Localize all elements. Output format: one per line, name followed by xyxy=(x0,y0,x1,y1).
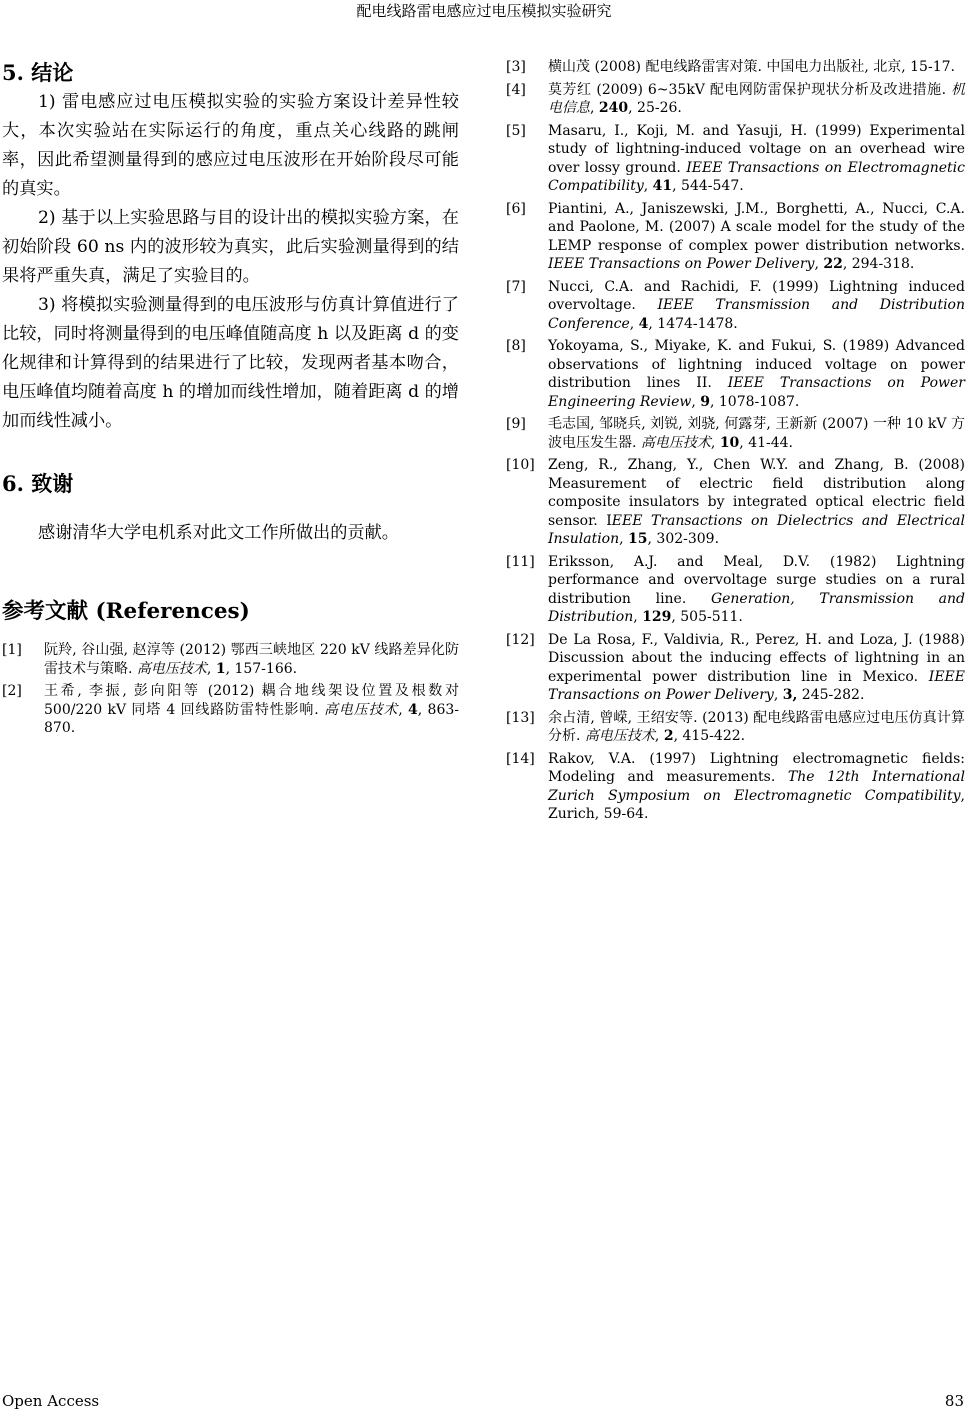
reference-item xyxy=(506,58,965,77)
reference-text xyxy=(548,81,965,118)
reference-separator: , xyxy=(691,393,701,410)
reference-authors-title: Piantini, A., Janiszewski, J.M., Borghetti, A., Nucci, C.A. and Paolone, M. (2007) A scale model for the study of the LEMP response of complex power distribution networks. xyxy=(548,200,965,254)
reference-text xyxy=(548,709,965,746)
conclusion-paragraph: 1) 雷电感应过电压模拟实验的实验方案设计差异性较大，本次实验站在实际运行的角度，重点关心线路的跳闸率，因此希望测量得到的感应过电压波形在开始阶段尽可能的真实。 xyxy=(2,92,459,199)
reference-authors-title: Yokoyama, S., Miyake, K. and Fukui, S. (1989) Advanced observations of lightning induced voltage on power distribution lines II. xyxy=(548,338,965,391)
reference-journal: EEE Transactions on Dielectrics and Electrical Insulation xyxy=(548,512,965,547)
reference-separator: , xyxy=(629,315,639,332)
reference-pages: , 41-44. xyxy=(739,434,794,451)
reference-authors-title: 余占清, 曾嵘, 王绍安等. (2013) 配电线路雷电感应过电压仿真计算分析. xyxy=(548,709,965,744)
footer-open-access: Open Access xyxy=(2,1392,100,1410)
reference-journal: IEEE Transactions on Power Delivery xyxy=(548,256,815,272)
reference-item xyxy=(2,682,459,738)
reference-text xyxy=(548,750,965,824)
reference-number: [11] xyxy=(506,553,535,570)
reference-item xyxy=(506,278,965,334)
reference-journal: 高电压技术 xyxy=(584,728,655,744)
reference-pages: , 505-511. xyxy=(671,609,743,625)
reference-volume: 15 xyxy=(628,531,648,547)
reference-text xyxy=(548,58,965,77)
reference-separator: , xyxy=(643,178,653,194)
reference-journal: IEEE Transactions on Power Delivery xyxy=(548,668,965,703)
reference-item xyxy=(2,641,459,678)
reference-journal: 高电压技术 xyxy=(136,660,207,677)
reference-authors-title: 莫芳红 (2009) 6~35kV 配电网防雷保护现状分析及改进措施. xyxy=(548,81,951,98)
reference-journal: 高电压技术 xyxy=(324,701,399,718)
reference-pages: , 294-318. xyxy=(842,256,915,272)
reference-journal: IEEE Transmission and Distribution Conference xyxy=(548,297,965,332)
reference-list-left xyxy=(2,641,459,738)
reference-pages: , 544-547. xyxy=(672,178,744,194)
reference-list-right xyxy=(506,58,965,828)
reference-text xyxy=(548,456,965,549)
reference-item xyxy=(506,337,965,411)
reference-volume: 129 xyxy=(642,609,672,625)
page-number: 83 xyxy=(944,1392,964,1410)
reference-item xyxy=(506,709,965,746)
reference-text xyxy=(548,278,965,334)
reference-separator: , xyxy=(619,531,629,547)
reference-volume: 240 xyxy=(598,100,629,116)
reference-number: [6] xyxy=(506,200,526,217)
reference-number: [12] xyxy=(506,631,535,648)
reference-separator: , xyxy=(710,434,720,451)
reference-item xyxy=(506,122,965,196)
reference-number: [1] xyxy=(2,642,22,658)
reference-separator: , xyxy=(960,787,965,804)
reference-number: [10] xyxy=(506,457,535,473)
reference-volume: 2 xyxy=(663,728,674,744)
reference-text xyxy=(548,337,965,411)
reference-number: [4] xyxy=(506,81,526,98)
reference-item xyxy=(506,415,965,452)
reference-text xyxy=(548,200,965,274)
reference-volume: 22 xyxy=(823,256,843,272)
reference-text xyxy=(548,631,965,705)
reference-authors-title: 横山茂 (2008) 配电线路雷害对策. 中国电力出版社, 北京, 15-17. xyxy=(548,59,955,75)
reference-volume: 3, xyxy=(782,687,798,703)
reference-pages: Zurich, 59-64. xyxy=(548,806,649,822)
reference-journal: 机电信息 xyxy=(548,81,965,116)
reference-pages: , 415-422. xyxy=(673,728,746,744)
reference-volume: 9 xyxy=(700,393,710,410)
acknowledgement-text: 感谢清华大学电机系对此文工作所做出的贡献。 xyxy=(38,523,399,543)
reference-authors-title: Zeng, R., Zhang, Y., Chen W.Y. and Zhang, B. (2008) Measurement of electric field distribution along composite insulators by integrated optical electric field sensor. I xyxy=(548,457,965,529)
reference-volume: 10 xyxy=(719,434,740,451)
reference-item xyxy=(506,750,965,824)
section-heading-acknowledgement: 6. 致谢 xyxy=(2,471,74,496)
reference-authors-title: Rakov, V.A. (1997) Lightning electromagnetic fields: Modeling and measurements. xyxy=(548,750,965,785)
reference-text xyxy=(548,553,965,627)
reference-volume: 4 xyxy=(408,701,418,718)
reference-item xyxy=(506,631,965,705)
reference-authors-title: De La Rosa, F., Valdivia, R., Perez, H. and Loza, J. (1988) Discussion about the inducing effects of lightning in an experimental power distribution line in Mexico. xyxy=(548,631,965,685)
reference-volume: 4 xyxy=(638,315,649,332)
references-heading: 参考文献 (References) xyxy=(2,599,250,624)
reference-number: [3] xyxy=(506,59,526,75)
section-heading-conclusion: 5. 结论 xyxy=(2,60,74,85)
reference-authors-title: Eriksson, A.J. and Meal, D.V. (1982) Lightning performance and overvoltage surge studies on a rural distribution line. xyxy=(548,553,965,607)
reference-authors-title: Masaru, I., Koji, M. and Yasuji, H. (1999) Experimental study of lightning-induced voltage on an overhead wire over lossy ground. xyxy=(548,122,965,176)
reference-item xyxy=(506,553,965,627)
reference-pages: 245-282. xyxy=(797,687,865,703)
conclusion-paragraph: 2) 基于以上实验思路与目的设计出的模拟实验方案，在初始阶段 60 ns 内的波形较为真实，此后实验测量得到的结果将严重失真，满足了实验目的。 xyxy=(2,208,459,286)
reference-authors-title: 阮羚, 谷山强, 赵淳等 (2012) 鄂西三峡地区 220 kV 线路差异化防雷技术与策略. xyxy=(44,642,459,677)
reference-authors-title: 王希, 李振, 彭向阳等 (2012) 耦合地线架设位置及根数对 500/220 kV 同塔 4 回线路防雷特性影响. xyxy=(44,683,459,718)
reference-separator: , xyxy=(206,660,216,677)
running-title: 配电线路雷电感应过电压模拟实验研究 xyxy=(356,2,612,20)
reference-item xyxy=(506,81,965,118)
reference-separator: , xyxy=(398,701,409,718)
reference-number: [5] xyxy=(506,122,526,139)
reference-separator: , xyxy=(814,256,824,272)
reference-item xyxy=(506,456,965,549)
reference-pages: , 25-26. xyxy=(628,100,682,116)
reference-separator: , xyxy=(773,687,783,703)
reference-number: [8] xyxy=(506,338,526,354)
reference-pages: , 863-870. xyxy=(44,701,460,736)
reference-separator: , xyxy=(654,728,664,744)
reference-number: [7] xyxy=(506,278,526,295)
reference-pages: , 157-166. xyxy=(225,660,298,677)
reference-text xyxy=(548,415,965,452)
left-column xyxy=(2,58,459,742)
reference-journal: Generation, Transmission and Distribution xyxy=(548,590,965,625)
reference-journal: IEEE Transactions on Electromagnetic Compatibility xyxy=(548,159,965,194)
reference-pages: , 1078-1087. xyxy=(710,393,800,410)
reference-separator: , xyxy=(590,100,599,116)
reference-pages: , 1474-1478. xyxy=(648,315,738,332)
reference-authors-title: Nucci, C.A. and Rachidi, F. (1999) Lightning induced overvoltage. xyxy=(548,278,965,313)
reference-text xyxy=(44,682,459,738)
reference-authors-title: 毛志国, 邹晓兵, 刘锐, 刘骁, 何露芽, 王新新 (2007) 一种 10 kV 方波电压发生器. xyxy=(548,416,965,451)
reference-number: [2] xyxy=(2,683,22,699)
reference-separator: , xyxy=(633,609,643,625)
reference-text xyxy=(548,122,965,196)
reference-volume: 41 xyxy=(652,178,673,194)
reference-journal: IEEE Transactions on Power Engineering Review xyxy=(548,375,966,410)
reference-number: [13] xyxy=(506,709,535,726)
reference-item xyxy=(506,200,965,274)
reference-pages: , 302-309. xyxy=(647,531,720,547)
reference-number: [14] xyxy=(506,750,535,767)
reference-number: [9] xyxy=(506,416,526,432)
conclusion-paragraph: 3) 将模拟实验测量得到的电压波形与仿真计算值进行了比较，同时将测量得到的电压峰值随高度 h 以及距离 d 的变化规律和计算得到的结果进行了比较，发现两者基本吻合，电压峰值均随着高度 h 的增加而线性增加，随着距离 d 的增加而线性减小。 xyxy=(2,295,459,431)
reference-text xyxy=(44,641,459,678)
reference-volume: 1 xyxy=(215,660,226,677)
reference-journal: The 12th International Zurich Symposium on Electromagnetic Compatibility xyxy=(548,769,965,804)
reference-journal: 高电压技术 xyxy=(640,434,711,451)
